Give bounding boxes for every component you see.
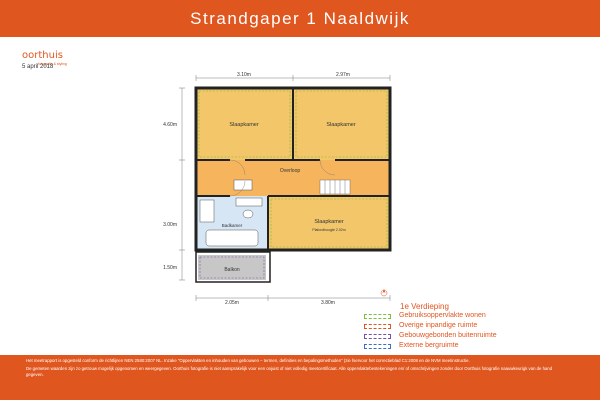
dim-bottom-left: 2.05m <box>225 300 239 306</box>
legend-label: Gebouwgebonden buitenruimte <box>399 332 497 339</box>
dim-left-lower: 1.50m <box>163 265 177 271</box>
label-slaapkamer-2: Slaapkamer <box>326 122 356 128</box>
legend-item <box>364 322 478 331</box>
label-slaapkamer-3: Slaapkamer <box>314 219 344 225</box>
legend <box>364 302 497 351</box>
label-slaapkamer-3-note: Plafondhoogte 2.02m <box>312 228 346 232</box>
legend-swatch-buitenruimte <box>364 334 391 339</box>
legend-item <box>364 312 486 321</box>
legend-label: Externe bergruimte <box>399 342 459 349</box>
room-overloop <box>196 160 390 196</box>
footer-line: De gemeten waarden zijn zo getrouw mogelijk opgenomen en weergegeven. Oorthuis fotografie is niet aansprakelijk voor een onjuist of niet volledig meetcertificaat. Alle oppervlaktebestekeningen en/ of omschrijvingen zonder door Oorthuis fotografie naauwkeurigk van de hand gegeven. <box>26 365 553 377</box>
page-title: Strandgaper 1 Naaldwijk <box>190 9 410 28</box>
label-overloop: Overloop <box>279 168 301 174</box>
dim-bottom-right: 3.80m <box>321 300 335 306</box>
dim-left-upper: 4.60m <box>163 122 177 128</box>
legend-swatch-berging <box>364 344 391 349</box>
staircase <box>320 180 350 194</box>
footer-line: Het meetrapport is opgesteld conform de richtlijnen NEN 2580:2007 NL. Inzake "Oppervlakten en inhouden van gebouwen – termen, definities en bepalingsmethoden" (zie hiervoor het correctieblad C1:2008 en de NVM meetinstructie. <box>26 358 470 363</box>
footer <box>0 355 600 400</box>
dim-top-left: 3.10m <box>237 72 251 78</box>
legend-swatch-inpandig <box>364 324 391 329</box>
logo-tagline: fotografie & styling <box>38 62 67 66</box>
label-balkon: Balkon <box>224 267 240 273</box>
legend-swatch-wonen <box>364 314 391 319</box>
legend-label: Gebruiksoppervlakte wonen <box>399 312 486 319</box>
legend-item <box>364 332 497 341</box>
label-slaapkamer-1: Slaapkamer <box>229 122 259 128</box>
footer-disclaimer <box>26 358 566 380</box>
logo-name: oorthuis <box>22 50 63 61</box>
dim-left-middle: 3.00m <box>163 222 177 228</box>
legend-item <box>364 342 459 351</box>
date-label: 5 april 2018 <box>22 64 54 70</box>
compass-icon <box>381 289 387 296</box>
legend-label: Overige inpandige ruimte <box>399 322 478 329</box>
dim-top-right: 2.97m <box>336 72 350 78</box>
legend-title: 1e Verdieping <box>400 302 449 311</box>
label-badkamer: Badkamer <box>221 223 243 228</box>
